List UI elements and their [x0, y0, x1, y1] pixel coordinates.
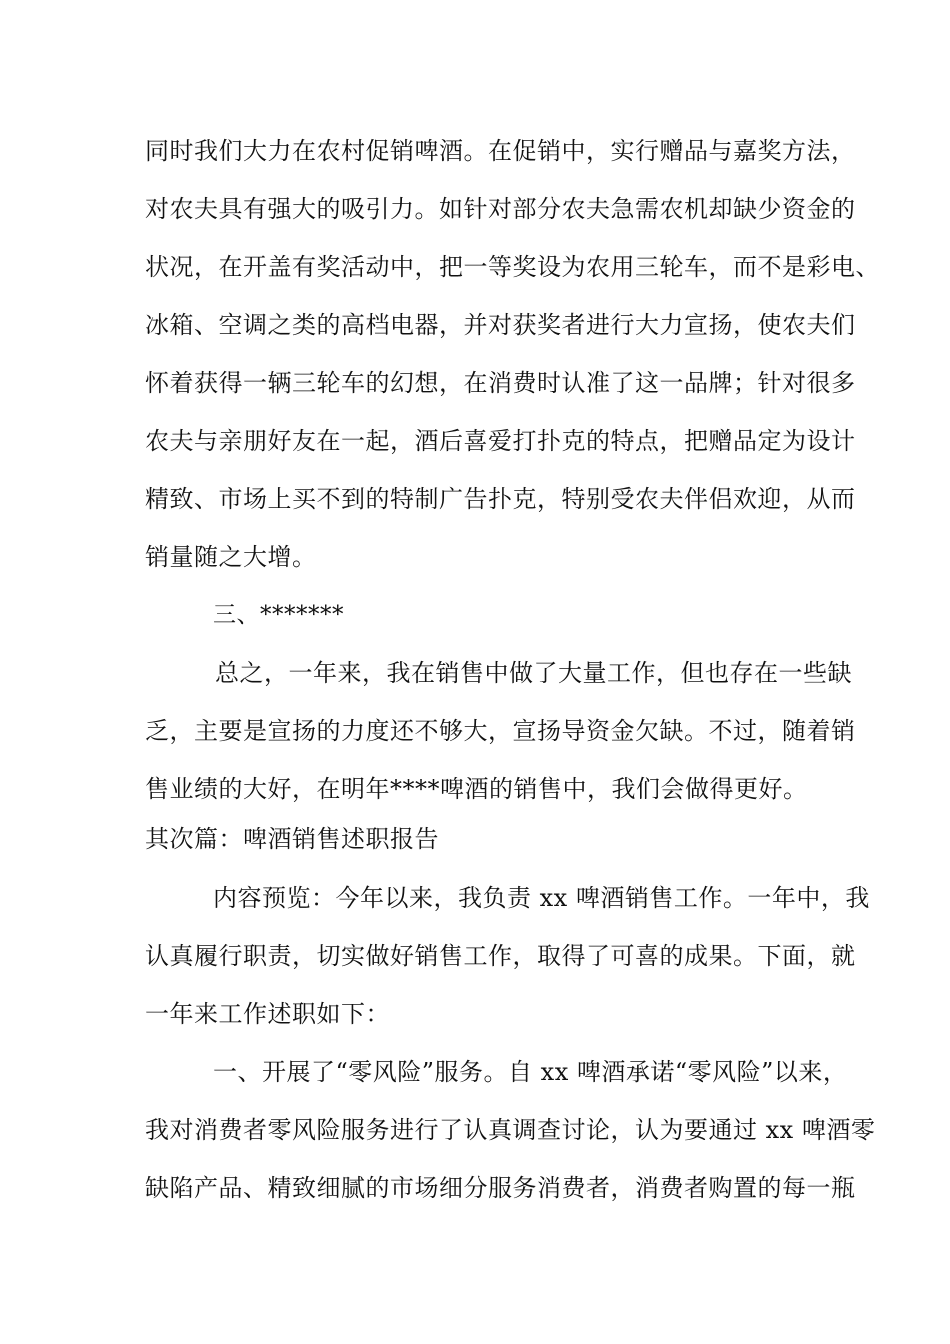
text-line-10: 总之，一年来，我在销售中做了大量工作，但也存在一些缺 [215, 659, 852, 687]
text-line-12: 售业绩的大好，在明年****啤酒的销售中，我们会做得更好。 [145, 775, 808, 803]
preview-line-1: 内容预览：今年以来，我负责 xx 啤酒销售工作。一年中，我 [213, 884, 870, 912]
service-line-1: 一、开展了“零风险”服务。自 xx 啤酒承诺“零风险”以来， [213, 1058, 848, 1086]
preview-line-2: 认真履行职责，切实做好销售工作，取得了可喜的成果。下面，就 [145, 942, 856, 970]
text-line-11: 乏，主要是宣扬的力度还不够大，宣扬导资金欠缺。不过，随着销 [145, 717, 856, 745]
text-line-7: 精致、市场上买不到的特制广告扑克，特别受农夫伴侣欢迎，从而 [145, 485, 856, 513]
text-line-4: 冰箱、空调之类的高档电器，并对获奖者进行大力宣扬，使农夫们 [145, 311, 856, 339]
text-line-3: 状况，在开盖有奖活动中，把一等奖设为农用三轮车，而不是彩电、 [145, 253, 880, 281]
text-line-1: 同时我们大力在农村促销啤酒。在促销中，实行赠品与嘉奖方法， [145, 137, 856, 165]
service-line-2: 我对消费者零风险服务进行了认真调查讨论，认为要通过 xx 啤酒零 [145, 1116, 876, 1144]
secondary-title: 其次篇：啤酒销售述职报告 [145, 825, 439, 853]
text-line-8: 销量随之大增。 [145, 543, 317, 571]
section-heading-3: 三、******* [213, 602, 344, 628]
text-line-5: 怀着获得一辆三轮车的幻想，在消费时认准了这一品牌；针对很多 [145, 369, 856, 397]
service-line-3: 缺陷产品、精致细腻的市场细分服务消费者，消费者购置的每一瓶 [145, 1174, 856, 1202]
text-line-2: 对农夫具有强大的吸引力。如针对部分农夫急需农机却缺少资金的 [145, 195, 856, 223]
preview-line-3: 一年来工作述职如下： [145, 1000, 390, 1028]
text-line-6: 农夫与亲朋好友在一起，酒后喜爱打扑克的特点，把赠品定为设计 [145, 427, 856, 455]
